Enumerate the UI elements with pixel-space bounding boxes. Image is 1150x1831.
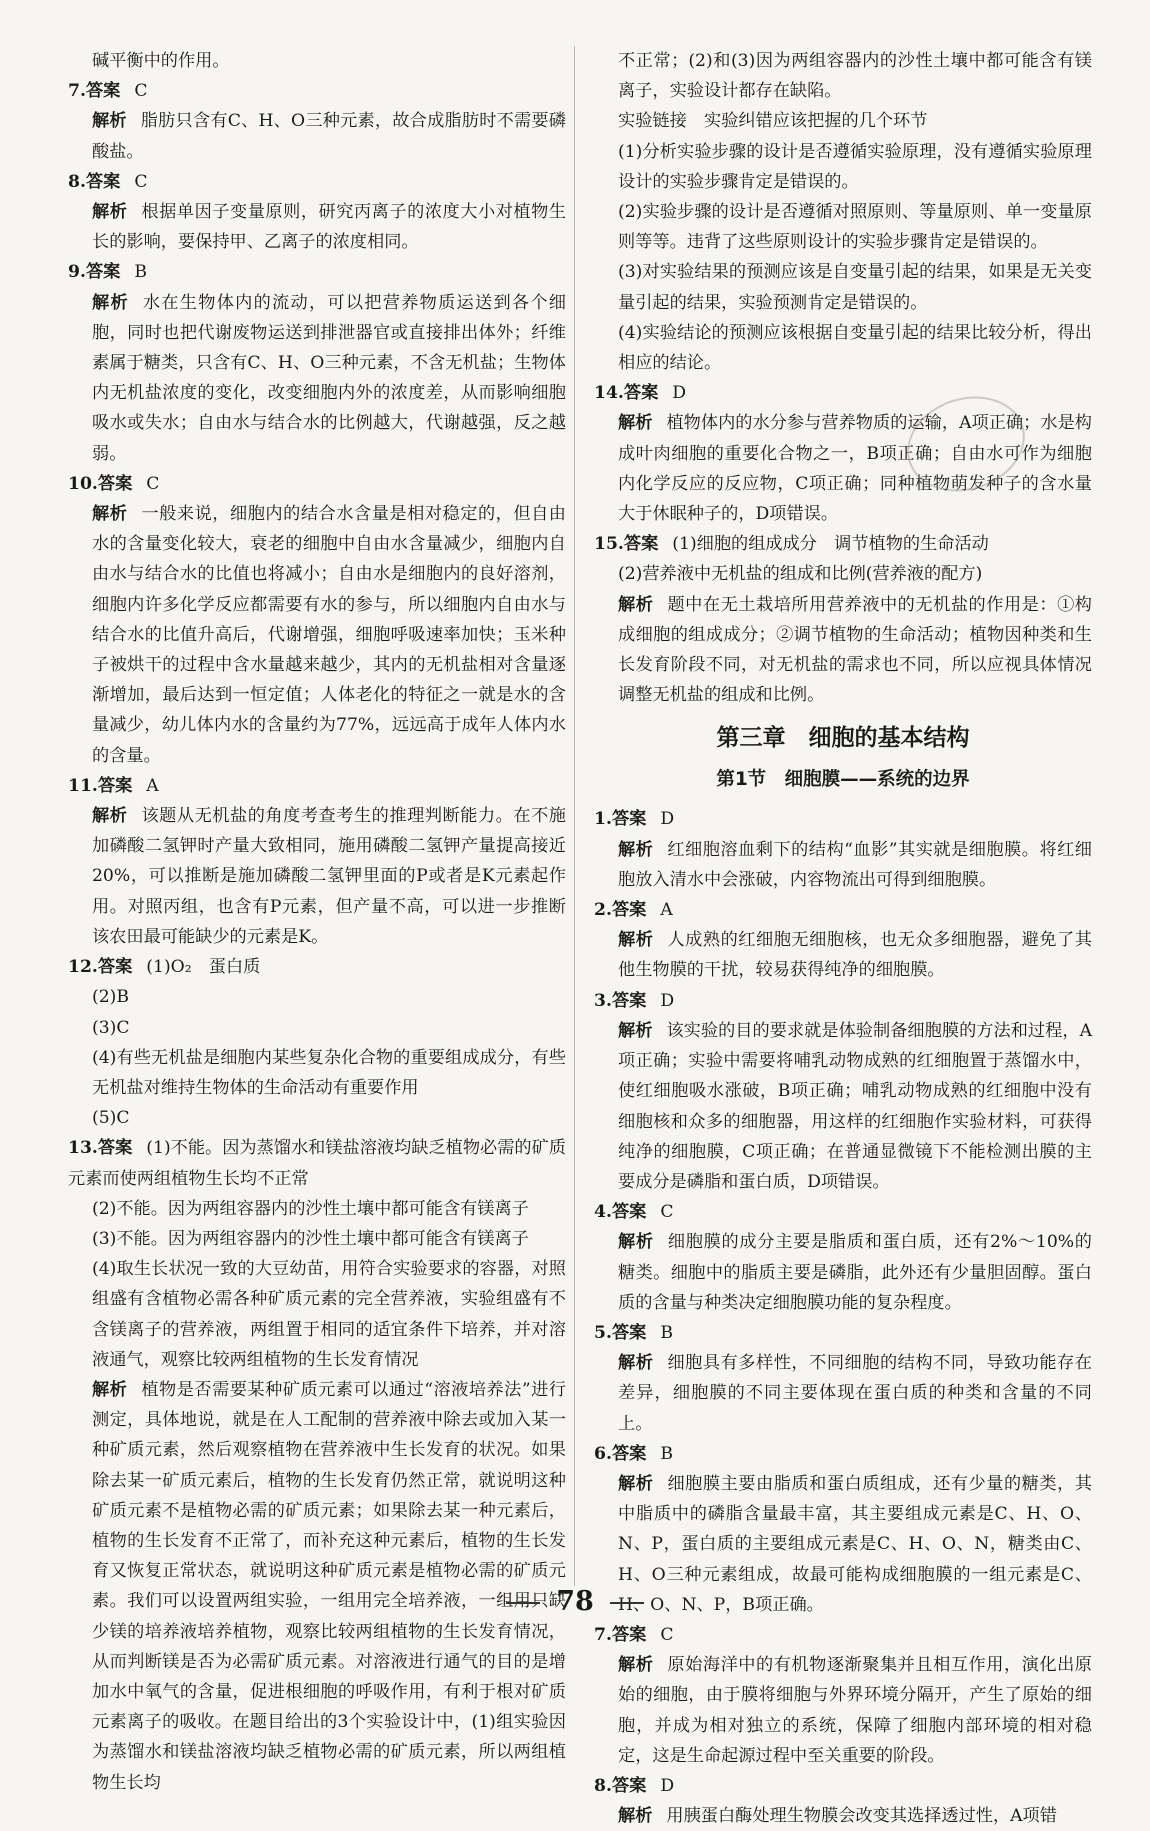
answer-line <box>594 1197 1092 1227</box>
paragraph-text: 碱平衡中的作用。 <box>92 51 230 71</box>
right-column <box>594 46 1092 1831</box>
analysis-label: 解析 <box>618 1655 654 1676</box>
text-paragraph <box>68 1103 566 1133</box>
text-paragraph <box>594 1348 1092 1439</box>
text-paragraph <box>68 197 566 257</box>
analysis-label: 解析 <box>92 504 128 525</box>
paragraph-text: 水在生物体内的流动，可以把营养物质运送到各个细胞，同时也把代谢废物运送到排泄器官或直接排出体外；纤维素属于糖类，只含有C、H、O三种元素，不含无机盐；生物体内无机盐浓度的变化，改变细胞内外的浓度差，从而影响细胞吸水或失水；自由水与结合水的比例越大，代谢越强，反之越弱。 <box>92 292 566 464</box>
answer-line <box>594 1620 1092 1650</box>
answer-line <box>594 804 1092 834</box>
right-column-top <box>594 46 1092 710</box>
question-number: 5. <box>594 1322 612 1343</box>
answer-label: 答案 <box>611 1322 647 1343</box>
chapter-title: 第三章 细胞的基本结构 <box>716 725 970 752</box>
answer-label: 答案 <box>611 1624 647 1645</box>
text-paragraph <box>68 1013 566 1043</box>
answer-line <box>594 986 1092 1016</box>
paragraph-text: C <box>134 81 148 102</box>
answer-label: 答案 <box>97 1138 133 1159</box>
text-paragraph <box>68 288 566 469</box>
answer-label: 答案 <box>85 171 121 192</box>
paragraph-text: 原始海洋中的有机物逐渐聚集并且相互作用，演化出原始的细胞，由于膜将细胞与外界环境分隔开，产生了原始的细胞，并成为相对独立的系统，保障了细胞内部环境的相对稳定，这是生命起源过程中至关重要的阶段。 <box>618 1655 1092 1766</box>
question-number: 15. <box>594 534 624 555</box>
paragraph-text: C <box>660 1624 674 1645</box>
text-paragraph <box>68 982 566 1012</box>
page-number: 78 <box>0 1586 1150 1617</box>
paragraph-text: (2)实验步骤的设计是否遵循对照原则、等量原则、单一变量原则等等。违背了这些原则设计的实验步骤肯定是错误的。 <box>618 202 1092 253</box>
answer-label: 答案 <box>623 383 659 404</box>
text-paragraph <box>68 46 566 76</box>
paragraph-text: B <box>660 1443 673 1464</box>
question-number: 6. <box>594 1443 612 1464</box>
text-paragraph <box>594 835 1092 895</box>
answer-line <box>594 1318 1092 1348</box>
question-number: 8. <box>594 1775 612 1796</box>
answer-label: 答案 <box>611 809 647 830</box>
paragraph-text: (1)细胞的组成成分 调节植物的生命活动 <box>672 534 989 555</box>
question-number: 10. <box>68 473 98 494</box>
question-number: 12. <box>68 957 98 978</box>
text-paragraph <box>68 499 566 771</box>
paragraph-text: C <box>134 171 148 192</box>
paragraph-text: (3)C <box>92 1017 130 1038</box>
text-paragraph <box>594 257 1092 317</box>
text-paragraph <box>594 197 1092 257</box>
analysis-label: 解析 <box>618 839 654 860</box>
question-number: 11. <box>68 775 98 796</box>
question-number: 1. <box>594 809 612 830</box>
paragraph-text: 红细胞溶血剩下的结构“血影”其实就是细胞膜。将红细胞放入清水中会涨破，内容物流出可得到细胞膜。 <box>618 839 1092 890</box>
text-paragraph <box>594 1016 1092 1197</box>
answer-label: 答案 <box>97 775 133 796</box>
answer-label: 答案 <box>611 1202 647 1223</box>
answer-line <box>68 76 566 106</box>
answer-label: 答案 <box>611 900 647 921</box>
paragraph-text: 该题从无机盐的角度考查考生的推理判断能力。在不施加磷酸二氢钾时产量大致相同，施用磷酸二氢钾产量提高接近20%，可以推断是施加磷酸二氢钾里面的P或者是K元素起作用。对照丙组，也含有P元素，但产量不高，可以进一步推断该农田最可能缺少的元素是K。 <box>92 806 566 947</box>
answer-label: 答案 <box>611 1775 647 1796</box>
paragraph-text: 人成熟的红细胞无细胞核，也无众多细胞器，避免了其他生物膜的干扰，较易获得纯净的细胞膜。 <box>618 930 1092 981</box>
answer-line <box>68 1133 566 1193</box>
paragraph-text: 一般来说，细胞内的结合水含量是相对稳定的，但自由水的含量变化较大，衰老的细胞中自由水含量减少，细胞内自由水与结合水的比值也将减小；自由水是细胞内的良好溶剂，细胞内许多化学反应都需要有水的参与，所以细胞内自由水与结合水的比值升高后，代谢增强，细胞呼吸速率加快；玉米种子被烘干的过程中含水量越来越少，其内的无机盐相对含量逐渐增加，最后达到一恒定值；人体老化的特征之一就是水的含量减少，幼儿体内水的含量约为77%，远远高于成年人体内水的含量。 <box>92 504 566 766</box>
paragraph-text: D <box>660 1775 675 1796</box>
paragraph-text: A <box>146 775 159 796</box>
question-number: 8. <box>68 171 86 192</box>
text-paragraph <box>594 590 1092 711</box>
column-divider <box>574 46 575 1586</box>
answer-line <box>594 895 1092 925</box>
question-number: 7. <box>594 1624 612 1645</box>
analysis-label: 解析 <box>92 1379 128 1400</box>
analysis-label: 解析 <box>618 930 654 951</box>
text-paragraph <box>68 1224 566 1254</box>
paragraph-text: 细胞具有多样性，不同细胞的结构不同，导致功能存在差异，细胞膜的不同主要体现在蛋白质的种类和含量的不同上。 <box>618 1353 1092 1434</box>
analysis-label: 解析 <box>618 594 654 615</box>
answer-label: 答案 <box>611 990 647 1011</box>
answer-label: 答案 <box>85 81 121 102</box>
analysis-label: 解析 <box>618 413 653 434</box>
answer-line <box>68 257 566 287</box>
answer-label: 答案 <box>85 262 121 283</box>
paragraph-text: (4)有些无机盐是细胞内某些复杂化合物的重要组成成分，有些无机盐对维持生物体的生命活动有重要作用 <box>92 1047 566 1098</box>
paragraph-text: 细胞膜主要由脂质和蛋白质组成，还有少量的糖类，其中脂质中的磷脂含量最丰富，其主要组成元素是C、H、O、N、P，蛋白质的主要组成元素是C、H、O、N，糖类由C、H、O三种元素组成，故最可能构成细胞膜的一组元素是C、H、O、N、P，B项正确。 <box>618 1473 1092 1615</box>
paragraph-text: C <box>660 1202 674 1223</box>
text-paragraph <box>68 801 566 952</box>
paragraph-text: (1)O₂ 蛋白质 <box>146 957 261 978</box>
answer-line <box>68 167 566 197</box>
answer-label: 答案 <box>611 1443 647 1464</box>
paragraph-text: C <box>146 473 160 494</box>
analysis-label: 解析 <box>92 806 128 827</box>
paragraph-text: 植物体内的水分参与营养物质的运输，A项正确；水是构成叶肉细胞的重要化合物之一，B项正确；自由水可作为细胞内化学反应的反应物，C项正确；同种植物萌发种子的含水量大于休眠种子的，D项错误。 <box>618 413 1092 525</box>
paragraph-text: (2)B <box>92 987 129 1008</box>
answer-label: 答案 <box>97 957 133 978</box>
text-paragraph <box>594 137 1092 197</box>
analysis-label: 解析 <box>92 202 128 223</box>
paragraph-text: 该实验的目的要求就是体验制备细胞膜的方法和过程，A项正确；实验中需要将哺乳动物成熟的红细胞置于蒸馏水中，使红细胞吸水涨破，B项正确；哺乳动物成熟的红细胞中没有细胞核和众多的细胞器，用这样的红细胞作实验材料，可获得纯净的细胞膜，C项正确；在普通显微镜下不能检测出膜的主要成分是磷脂和蛋白质，D项错误。 <box>618 1020 1092 1192</box>
answer-label: 答案 <box>623 534 659 555</box>
question-number: 2. <box>594 900 612 921</box>
analysis-label: 解析 <box>92 111 127 132</box>
text-paragraph <box>68 1043 566 1103</box>
text-paragraph <box>594 1801 1092 1831</box>
answer-line <box>594 378 1092 408</box>
text-paragraph <box>594 1650 1092 1771</box>
paragraph-text: (2)营养液中无机盐的组成和比例(营养液的配方) <box>618 564 983 585</box>
paragraph-text: A <box>660 900 673 921</box>
analysis-label: 解析 <box>618 1473 654 1494</box>
answer-line <box>68 771 566 801</box>
paragraph-text: 细胞膜的成分主要是脂质和蛋白质，还有2%～10%的糖类。细胞中的脂质主要是磷脂，此外还有少量胆固醇。蛋白质的含量与种类决定细胞膜功能的复杂程度。 <box>618 1232 1092 1313</box>
question-number: 3. <box>594 990 612 1011</box>
paragraph-text: B <box>134 262 147 283</box>
right-column-bottom <box>594 804 1092 1831</box>
paragraph-text: 根据单因子变量原则，研究丙离子的浓度大小对植物生长的影响，要保持甲、乙离子的浓度相同。 <box>92 202 566 253</box>
paragraph-text: 脂肪只含有C、H、O三种元素，故合成脂肪时不需要磷酸盐。 <box>92 111 566 162</box>
left-column <box>68 46 566 1798</box>
text-paragraph <box>68 1254 566 1375</box>
question-number: 14. <box>594 383 624 404</box>
analysis-label: 解析 <box>618 1353 654 1374</box>
paragraph-text: 实验链接 实验纠错应该把握的几个环节 <box>618 111 928 132</box>
paragraph-text: D <box>660 990 675 1011</box>
paragraph-text: B <box>660 1322 673 1343</box>
paragraph-text: (2)不能。因为两组容器内的沙性土壤中都可能含有镁离子 <box>92 1198 529 1219</box>
text-paragraph <box>594 318 1092 378</box>
paragraph-text: (1)不能。因为蒸馏水和镁盐溶液均缺乏植物必需的矿质元素而使两组植物生长均不正常 <box>68 1138 566 1189</box>
text-paragraph <box>68 106 566 166</box>
analysis-label: 解析 <box>618 1020 653 1041</box>
paragraph-text: (3)对实验结果的预测应该是自变量引起的结果，如果是无关变量引起的结果，实验预测肯定是错误的。 <box>618 262 1092 313</box>
analysis-label: 解析 <box>618 1806 653 1827</box>
question-number: 4. <box>594 1202 612 1223</box>
text-paragraph <box>594 1227 1092 1318</box>
section-title: 第1节 细胞膜——系统的边界 <box>716 769 970 791</box>
answer-line <box>68 469 566 499</box>
paragraph-text: 不正常；(2)和(3)因为两组容器内的沙性土壤中都可能含有镁离子，实验设计都存在缺陷。 <box>618 51 1092 102</box>
text-paragraph <box>594 925 1092 985</box>
paragraph-text: (5)C <box>92 1108 130 1129</box>
question-number: 13. <box>68 1138 98 1159</box>
question-number: 9. <box>68 262 86 283</box>
paragraph-text: D <box>672 383 687 404</box>
paragraph-text: (4)实验结论的预测应该根据自变量引起的结果比较分析，得出相应的结论。 <box>618 322 1092 374</box>
answer-line <box>594 1771 1092 1801</box>
analysis-label: 解析 <box>618 1232 654 1253</box>
paragraph-text: 植物是否需要某种矿质元素可以通过“溶液培养法”进行测定，具体地说，就是在人工配制的营养液中除去或加入某一种矿质元素，然后观察植物在营养液中生长发育的状况。如果除去某一矿质元素后，植物的生长发育仍然正常，就说明这种矿质元素不是植物必需的矿质元素；如果除去某一种元素后，植物的生长发育不正常了，而补充这种元素后，植物的生长发育又恢复正常状态，就说明这种矿质元素是植物必需的矿质元素。我们可以设置两组实验，一组用完全培养液，一组用只缺少镁的培养液培养植物，观察比较两组植物的生长发育情况，从而判断镁是否为必需矿质元素。对溶液进行通气的目的是增加水中氧气的含量，促进根细胞的呼吸作用，有利于根对矿质元素离子的吸收。在题目给出的3个实验设计中，(1)组实验因为蒸馏水和镁盐溶液均缺乏植物必需的矿质元素，所以两组植物生长均 <box>92 1379 566 1793</box>
answer-line <box>594 529 1092 559</box>
question-number: 7. <box>68 81 86 102</box>
analysis-label: 解析 <box>92 292 129 313</box>
answer-label: 答案 <box>97 473 133 494</box>
answer-line <box>68 952 566 982</box>
paragraph-text: (1)分析实验步骤的设计是否遵循实验原理，没有遵循实验原理设计的实验步骤肯定是错误的。 <box>618 141 1092 192</box>
paragraph-text: 题中在无土栽培所用营养液中的无机盐的作用是：①构成细胞的组成成分；②调节植物的生命活动；植物因种类和生长发育阶段不同，对无机盐的需求也不同，所以应视具体情况调整无机盐的组成和比例。 <box>618 594 1092 706</box>
text-paragraph <box>594 559 1092 589</box>
answer-line <box>594 1439 1092 1469</box>
text-paragraph <box>594 46 1092 106</box>
text-paragraph <box>68 1194 566 1224</box>
text-paragraph <box>594 106 1092 136</box>
paragraph-text: (4)取生长状况一致的大豆幼苗，用符合实验要求的容器，对照组盛有含植物必需各种矿质元素的完全营养液，实验组盛有不含镁离子的营养液，两组置于相同的适宜条件下培养，并对溶液通气，观察比较两组植物的生长发育情况 <box>92 1259 566 1370</box>
paragraph-text: (3)不能。因为两组容器内的沙性土壤中都可能含有镁离子 <box>92 1228 529 1249</box>
paragraph-text: D <box>660 809 675 830</box>
paragraph-text: 用胰蛋白酶处理生物膜会改变其选择透过性，A项错 <box>666 1806 1057 1827</box>
